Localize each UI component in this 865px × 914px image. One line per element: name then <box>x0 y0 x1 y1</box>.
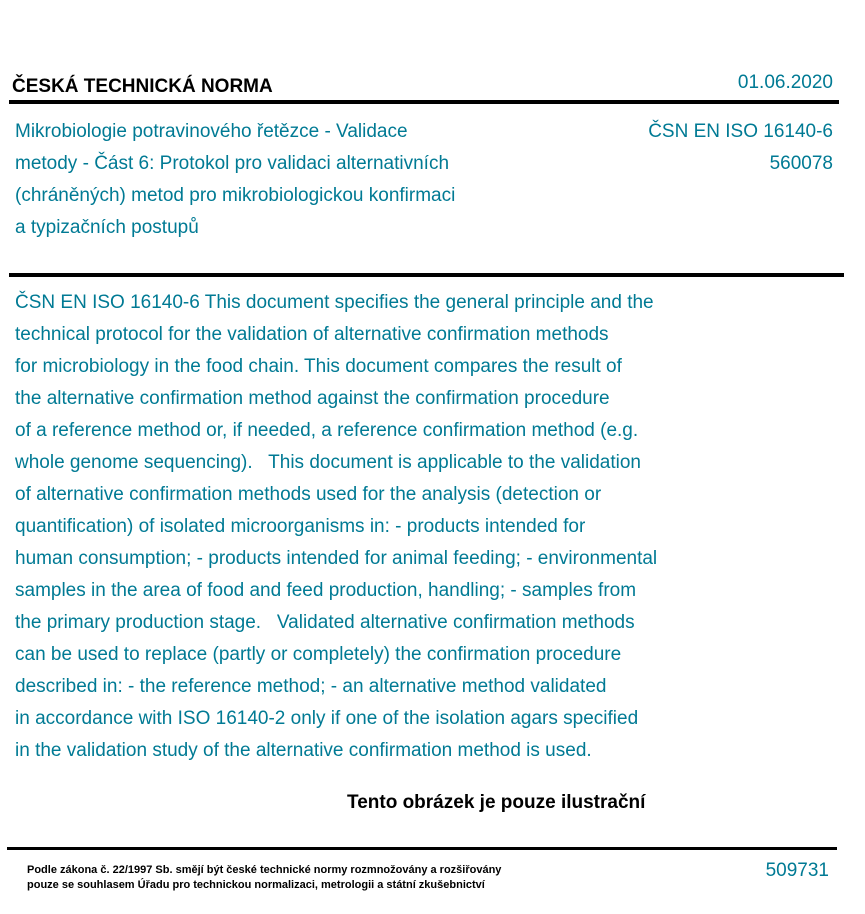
abstract-line: ČSN EN ISO 16140-6 This document specifies the general principle and the <box>15 292 654 313</box>
document-type-heading: ČESKÁ TECHNICKÁ NORMA <box>12 76 273 97</box>
abstract-line: human consumption; - products intended for animal feeding; - environmental <box>15 548 658 569</box>
abstract-line: can be used to replace (partly or completely) the confirmation procedure <box>15 644 622 665</box>
abstract-line: for microbiology in the food chain. This document compares the result of <box>15 356 622 377</box>
legal-notice-line: Podle zákona č. 22/1997 Sb. smějí být české technické normy rozmnožovány a rozšiřovány <box>27 864 502 876</box>
standard-title-line: Mikrobiologie potravinového řetězce - Validace <box>15 121 408 142</box>
abstract-line: quantification) of isolated microorganisms in: - products intended for <box>15 516 586 537</box>
abstract-line: the primary production stage. Validated alternative confirmation methods <box>15 612 635 633</box>
standard-title-line: a typizačních postupů <box>15 217 199 238</box>
abstract-line: in the validation study of the alternative confirmation method is used. <box>15 740 592 761</box>
header-divider <box>9 100 839 104</box>
abstract-line: whole genome sequencing). This document is applicable to the validation <box>15 452 641 473</box>
class-number: 560078 <box>769 153 833 174</box>
abstract-line: of a reference method or, if needed, a reference confirmation method (e.g. <box>15 420 639 441</box>
standard-title <box>15 116 525 244</box>
abstract-line: described in: - the reference method; - an alternative method validated <box>15 676 607 697</box>
footer-divider <box>7 847 837 850</box>
abstract-line: in accordance with ISO 16140-2 only if one of the isolation agars specified <box>15 708 639 729</box>
standard-identifiers <box>648 116 833 180</box>
legal-notice-line: pouze se souhlasem Úřadu pro technickou normalizaci, metrologii a státní zkušebnictví <box>27 879 485 891</box>
title-divider <box>9 273 844 277</box>
abstract-text <box>15 287 657 767</box>
abstract-line: technical protocol for the validation of alternative confirmation methods <box>15 324 609 345</box>
illustration-notice: Tento obrázek je pouze ilustrační <box>347 792 646 813</box>
standard-code: ČSN EN ISO 16140-6 <box>648 121 833 142</box>
publication-date: 01.06.2020 <box>737 72 833 93</box>
catalog-number: 509731 <box>765 860 829 881</box>
standard-title-line: metody - Část 6: Protokol pro validaci alternativních <box>15 153 450 174</box>
abstract-line: the alternative confirmation method against the confirmation procedure <box>15 388 610 409</box>
abstract-line: samples in the area of food and feed production, handling; - samples from <box>15 580 637 601</box>
abstract-line: of alternative confirmation methods used for the analysis (detection or <box>15 484 602 505</box>
standard-title-line: (chráněných) metod pro mikrobiologickou konfirmaci <box>15 185 456 206</box>
legal-notice <box>27 863 501 893</box>
